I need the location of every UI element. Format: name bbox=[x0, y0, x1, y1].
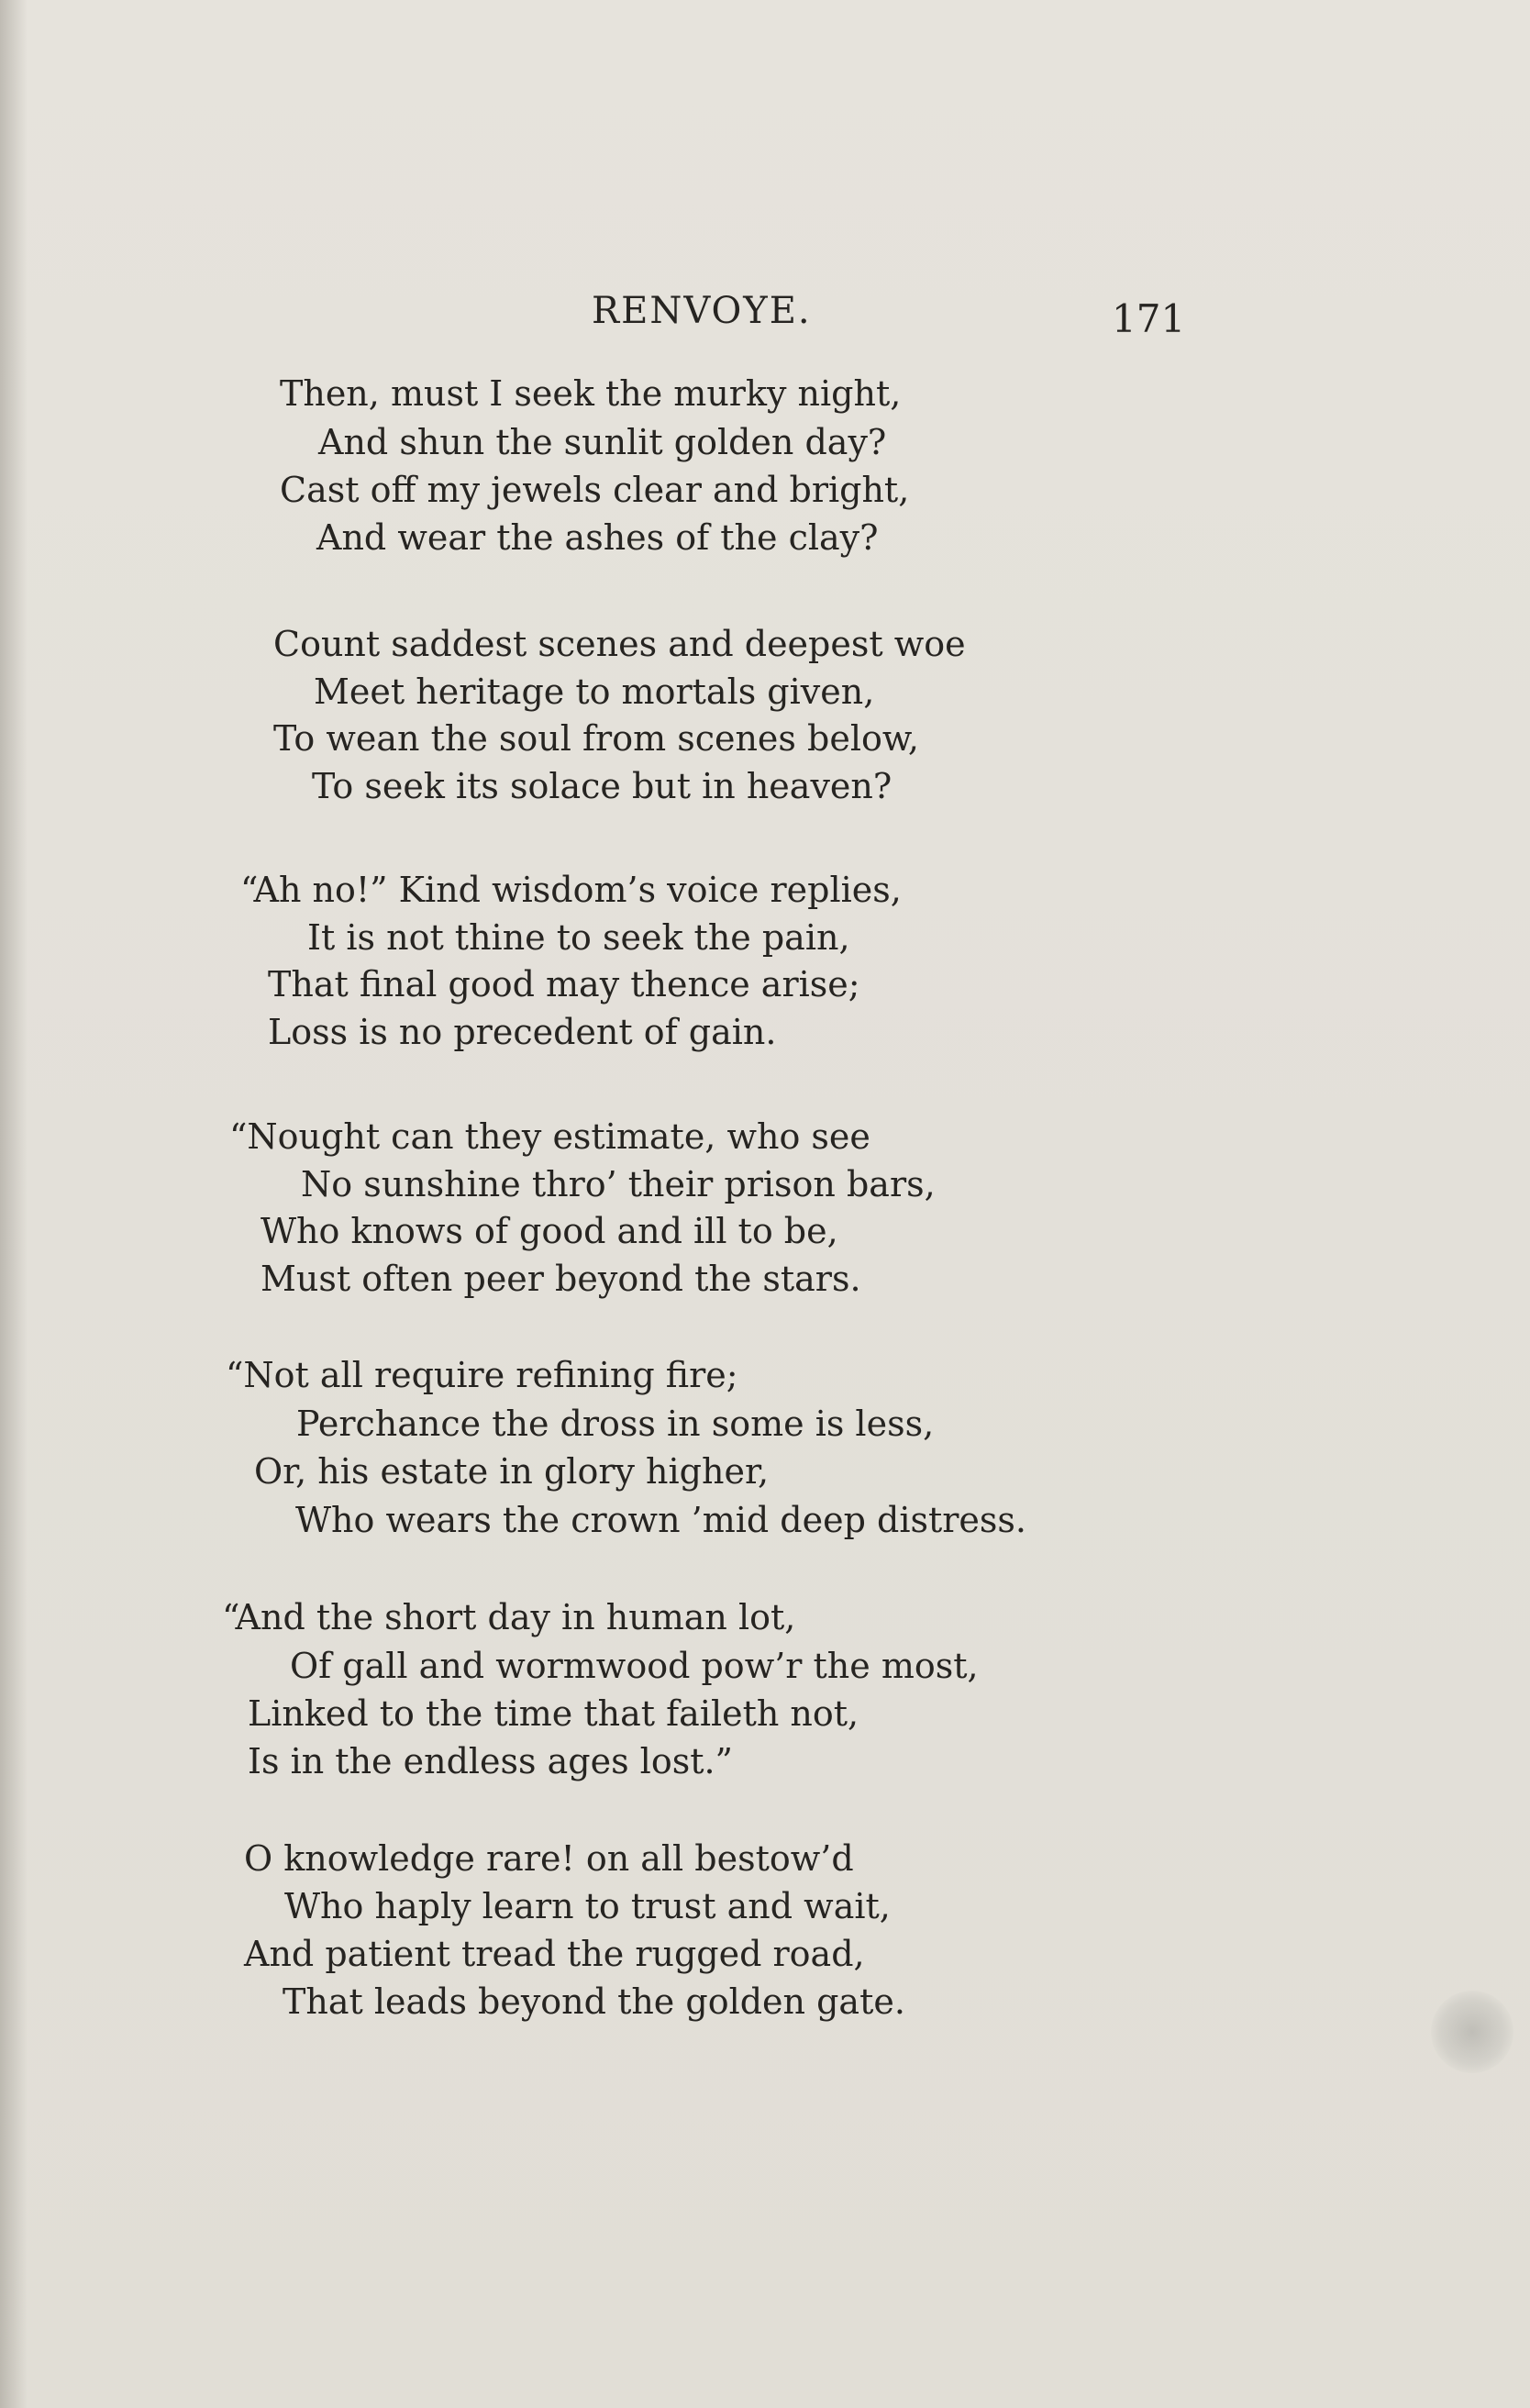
running-head: RENVOYE. bbox=[592, 290, 812, 332]
page-number: 171 bbox=[1112, 296, 1186, 341]
poem-line: O knowledge rare! on all bestow’d bbox=[244, 1838, 854, 1879]
poem-line: Who knows of good and ill to be, bbox=[261, 1211, 838, 1251]
poem-line: And patient tread the rugged road, bbox=[244, 1934, 865, 1974]
poem-line: Meet heritage to mortals given, bbox=[314, 671, 875, 712]
poem-line: That leads beyond the golden gate. bbox=[283, 1981, 905, 2022]
poem-line: “Ah no!” Kind wisdom’s voice replies, bbox=[240, 870, 902, 910]
poem-line: Who haply learn to trust and wait, bbox=[284, 1886, 891, 1926]
poem-line: To seek its solace but in heaven? bbox=[312, 766, 892, 806]
poem-line: “And the short day in human lot, bbox=[222, 1597, 796, 1637]
poem-line: Cast off my jewels clear and bright, bbox=[280, 470, 910, 510]
poem-line: It is not thine to seek the pain, bbox=[307, 917, 850, 958]
poem-line: “Nought can they estimate, who see bbox=[229, 1116, 870, 1157]
poem-line: No sunshine thro’ their prison bars, bbox=[301, 1164, 936, 1204]
poem-line: “Not all require refining fire; bbox=[226, 1355, 738, 1395]
poem-line: Must often peer beyond the stars. bbox=[261, 1259, 861, 1299]
poem-line: Of gall and wormwood pow’r the most, bbox=[290, 1646, 979, 1686]
poem-line: Who wears the crown ’mid deep distress. bbox=[295, 1500, 1026, 1540]
poem-line: And wear the ashes of the clay? bbox=[316, 517, 879, 558]
poem-line: Linked to the time that faileth not, bbox=[248, 1693, 859, 1734]
poem-line: Is in the endless ages lost.” bbox=[248, 1741, 733, 1781]
poem-line: And shun the sunlit golden day? bbox=[318, 422, 887, 462]
poem-line: That final good may thence arise; bbox=[268, 964, 860, 1004]
poem-line: To wean the soul from scenes below, bbox=[273, 718, 919, 759]
poem-line: Perchance the dross in some is less, bbox=[296, 1404, 935, 1444]
poem-line: Or, his estate in glory higher, bbox=[254, 1451, 770, 1492]
poem-line: Loss is no precedent of gain. bbox=[268, 1012, 777, 1052]
poem-line: Count saddest scenes and deepest woe bbox=[273, 624, 966, 664]
poem-line: Then, must I seek the murky night, bbox=[280, 373, 902, 414]
